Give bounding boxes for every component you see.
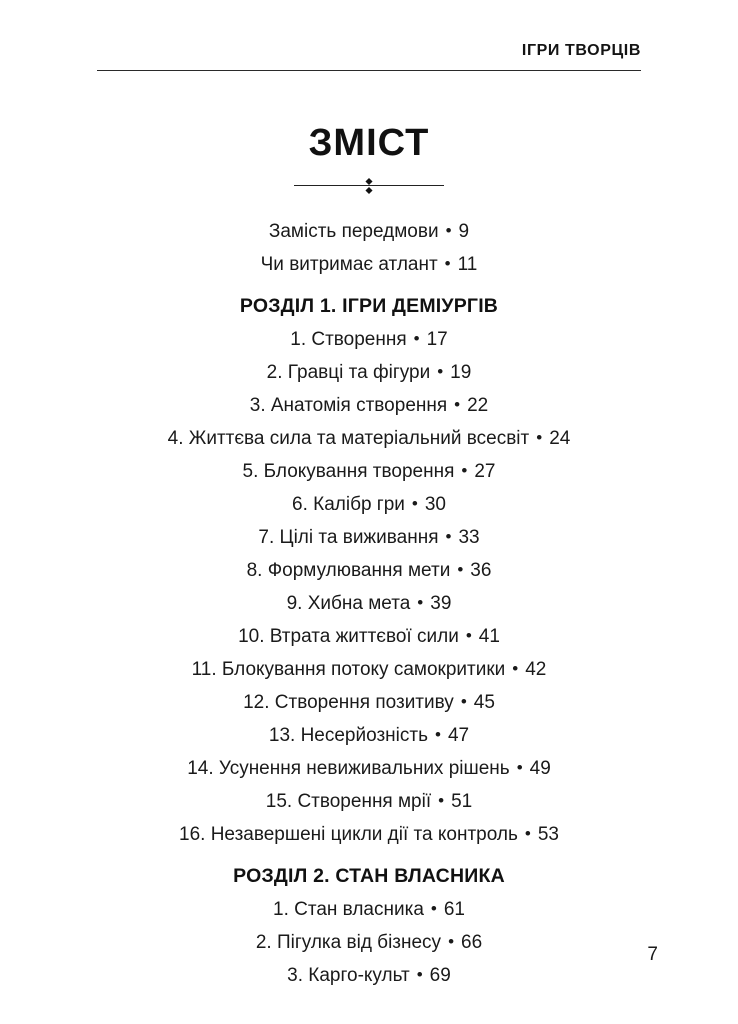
toc-item: [50, 488, 688, 521]
toc-item-page: 53: [537, 824, 559, 845]
ornament-line: [294, 185, 444, 186]
toc-item-page: 69: [429, 965, 451, 986]
toc-item-page: 36: [470, 560, 492, 581]
toc-item: [50, 521, 688, 554]
toc-item-label: 3. Анатомія створення: [249, 395, 448, 416]
toc-item: [50, 323, 688, 356]
toc-item-label: 15. Створення мрії: [265, 791, 432, 812]
toc-item-label: 16. Незавершені цикли дії та контроль: [179, 824, 518, 845]
bullet-separator: •: [461, 461, 468, 480]
toc-item: [50, 215, 688, 248]
toc-item-label: 12. Створення позитиву: [243, 692, 454, 713]
toc-item-label: 10. Втрата життєвої сили: [238, 626, 459, 647]
diamond-icon: [365, 178, 372, 185]
toc-item-page: 33: [458, 527, 480, 548]
toc-item-page: 22: [467, 395, 489, 416]
toc-item-label: 1. Стан власника: [273, 899, 424, 920]
toc-item: [50, 620, 688, 653]
toc-item-label: 1. Створення: [290, 329, 407, 350]
toc-item-page: 19: [450, 362, 472, 383]
toc-item: [50, 422, 688, 455]
toc-item: [50, 587, 688, 620]
bullet-separator: •: [465, 626, 472, 645]
toc-item: [50, 554, 688, 587]
page-title: ЗМІСТ: [308, 122, 430, 164]
toc-item-label: 4. Життєва сила та матеріальний всесвіт: [167, 428, 530, 449]
toc-item-page: 30: [424, 494, 446, 515]
toc-section-heading: РОЗДІЛ 1. ІГРИ ДЕМІУРГІВ: [239, 295, 499, 317]
toc-item-page: 61: [443, 899, 465, 920]
toc-item-page: 27: [474, 461, 496, 482]
toc-item: [50, 686, 688, 719]
bullet-separator: •: [438, 791, 445, 810]
bullet-separator: •: [417, 593, 424, 612]
toc-item: [50, 653, 688, 686]
bullet-separator: •: [444, 254, 451, 273]
toc-item-page: 17: [426, 329, 448, 350]
bullet-separator: •: [460, 692, 467, 711]
toc-item: [50, 389, 688, 422]
bullet-separator: •: [430, 899, 437, 918]
toc-item: [50, 785, 688, 818]
toc-item-label: Замість передмови: [268, 221, 439, 242]
toc-item-page: 49: [529, 758, 551, 779]
toc-item: [50, 719, 688, 752]
toc-item-page: 42: [525, 659, 547, 680]
toc-item-label: 3. Карго-культ: [287, 965, 410, 986]
toc-item: [50, 248, 688, 281]
toc-item-page: 45: [473, 692, 495, 713]
toc-item: [50, 959, 688, 992]
toc-item-page: 11: [457, 254, 478, 275]
bullet-separator: •: [437, 362, 444, 381]
running-header: ІГРИ ТВОРЦІВ: [521, 42, 641, 59]
toc-item-page: 66: [461, 932, 483, 953]
toc-item: [50, 752, 688, 785]
bullet-separator: •: [524, 824, 531, 843]
bullet-separator: •: [445, 527, 452, 546]
header-rule: [97, 70, 641, 71]
toc-item: [50, 455, 688, 488]
toc-item: [50, 356, 688, 389]
toc-item-page: 9: [458, 221, 470, 242]
toc-item-label: 7. Цілі та виживання: [258, 527, 439, 548]
page-number: 7: [647, 944, 658, 965]
bullet-separator: •: [416, 965, 423, 984]
toc-item-label: 9. Хибна мета: [286, 593, 411, 614]
toc-item-page: 41: [478, 626, 500, 647]
bullet-separator: •: [445, 221, 452, 240]
toc-item-label: Чи витримає атлант: [260, 254, 438, 275]
diamond-icon: [365, 187, 372, 194]
toc-section-heading: РОЗДІЛ 2. СТАН ВЛАСНИКА: [233, 865, 505, 887]
toc-item-page: 24: [549, 428, 571, 449]
toc-item: [50, 893, 688, 926]
toc-item-page: 39: [430, 593, 452, 614]
bullet-separator: •: [454, 395, 461, 414]
ornament-divider: [294, 180, 444, 192]
toc-item-label: 8. Формулювання мети: [246, 560, 451, 581]
toc-item-label: 5. Блокування творення: [242, 461, 455, 482]
toc-item-label: 2. Пігулка від бізнесу: [255, 932, 442, 953]
toc-item-page: 47: [447, 725, 470, 746]
toc-item: [50, 926, 688, 959]
toc-item-page: 51: [451, 791, 473, 812]
bullet-separator: •: [512, 659, 519, 678]
toc-item-label: 14. Усунення невиживальних рішень: [187, 758, 510, 779]
table-of-contents: [50, 215, 688, 992]
toc-item-label: 2. Гравці та фігури: [266, 362, 431, 383]
bullet-separator: •: [536, 428, 543, 447]
toc-item: [50, 818, 688, 851]
bullet-separator: •: [516, 758, 523, 777]
toc-item-label: 11. Блокування потоку самокритики: [191, 659, 506, 680]
toc-item-label: 13. Несерйозність: [268, 725, 428, 746]
bullet-separator: •: [448, 932, 455, 951]
bullet-separator: •: [435, 725, 441, 744]
bullet-separator: •: [457, 560, 464, 579]
bullet-separator: •: [411, 494, 418, 513]
toc-item-label: 6. Калібр гри: [292, 494, 405, 515]
bullet-separator: •: [413, 329, 420, 348]
